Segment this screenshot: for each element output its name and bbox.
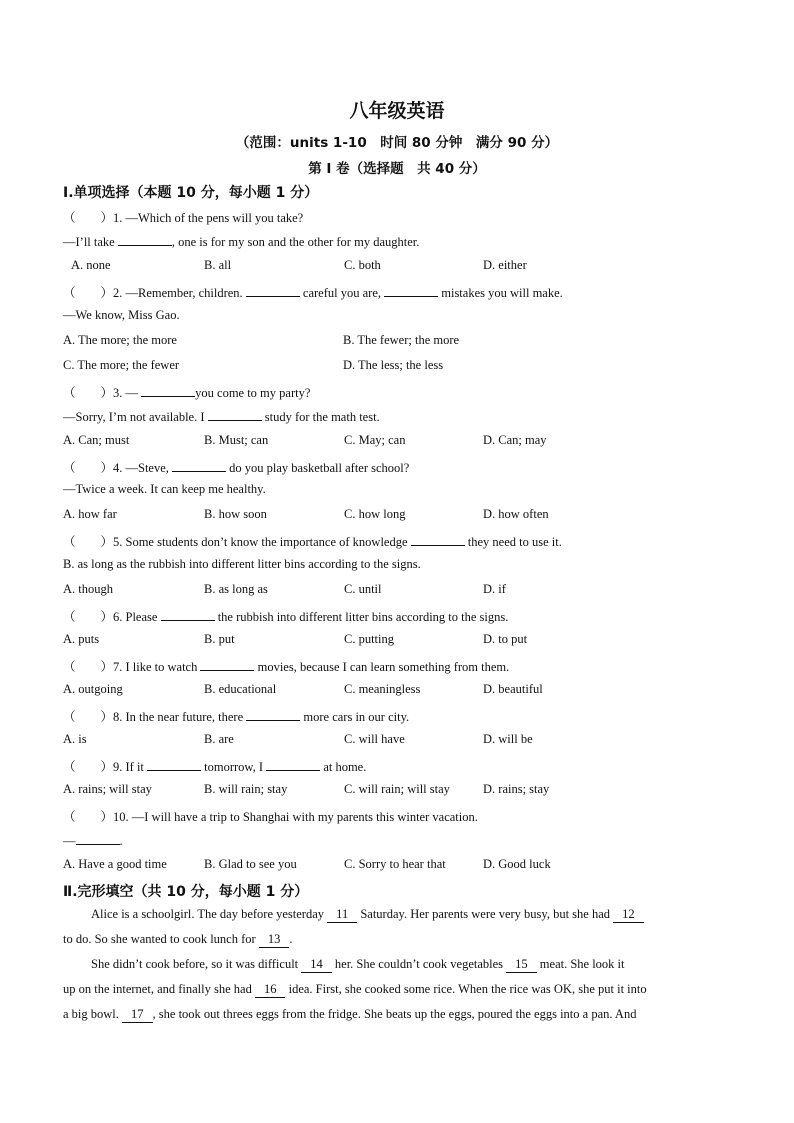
q3-option-b: B. Must; can [204,433,269,447]
answer-blank [161,608,215,621]
answer-blank [384,284,438,297]
cloze-p2-line1 [63,957,757,973]
q1-line2-b: , one is for my son and the other for my daughter. [171,235,420,249]
volume-heading: 第 I 卷（选择题 共 40 分） [308,161,486,177]
cloze-text: She didn’t cook before, so it was difficult [91,957,302,971]
cloze-text: meat. She look it [536,957,625,971]
q1-option-c: C. both [344,258,381,272]
q8-option-a: A. is [63,732,87,746]
q4-stem-b: do you play basketball after school? [226,461,410,475]
q5-line2: B. as long as the rubbish into different litter bins according to the signs. [63,557,421,571]
q10-option-b: B. Glad to see you [204,857,297,871]
q4-line2: —Twice a week. It can keep me healthy. [63,482,266,496]
q10-option-a: A. Have a good time [63,857,167,871]
q8-stem-b: more cars in our city. [300,710,410,724]
q10-line2-a: — [63,834,76,848]
answer-blank [76,832,120,845]
q6-stem-a: （ ）6. Please [63,610,161,624]
q8-option-c: C. will have [344,732,405,746]
q4-stem [63,458,409,476]
q2-option-c: C. The more; the fewer [63,358,180,372]
cloze-p1-line2 [63,932,729,948]
q1-option-a: A. none [71,258,111,272]
cloze-text: idea. First, she cooked some rice. When the rice was OK, she put it into [285,982,647,996]
q5-stem-a: （ ）5. Some students don’t know the importance of knowledge [63,535,411,549]
cloze-text: her. She couldn’t cook vegetables [331,957,507,971]
answer-blank [266,758,320,771]
q3-line2-b: study for the math test. [261,410,380,424]
q3-stem-b: you come to my party? [195,386,311,400]
cloze-p2-line2 [63,982,729,998]
q6-option-b: B. put [204,632,235,646]
answer-blank [172,459,226,472]
q6-stem [63,607,508,625]
q2-stem-b: careful you are, [299,286,385,300]
cloze-blank-15: 15 [506,957,537,973]
q7-stem-a: （ ）7. I like to watch [63,660,201,674]
q8-option-b: B. are [204,732,234,746]
answer-blank [246,284,300,297]
q5-stem-b: they need to use it. [464,535,562,549]
cloze-text: . [289,932,293,946]
answer-blank [118,233,172,246]
q10-line2-b: . [119,834,123,848]
q3-option-d: D. Can; may [483,433,547,447]
section2-heading: Ⅱ.完形填空（共 10 分，每小题 1 分） [63,884,309,900]
q1-stem: （ ）1. —Which of the pens will you take? [63,211,304,225]
q8-stem [63,707,409,725]
cloze-blank-14: 14 [301,957,332,973]
q5-stem [63,532,562,550]
cloze-text: to do. So she wanted to cook lunch for [63,932,259,946]
q3-line2-a: —Sorry, I’m not available. I [63,410,208,424]
q7-option-a: A. outgoing [63,682,123,696]
q10-option-d: D. Good luck [483,857,551,871]
q10-stem: （ ）10. —I will have a trip to Shanghai with my parents this winter vacation. [63,810,478,824]
answer-blank [246,708,300,721]
q3-option-c: C. May; can [344,433,406,447]
q3-line2 [63,408,380,425]
cloze-text: up on the internet, and finally she had [63,982,255,996]
q2-line2: —We know, Miss Gao. [63,308,180,322]
q2-stem-c: mistakes you will make. [438,286,563,300]
q9-stem [63,757,366,775]
cloze-blank-13: 13 [259,932,290,948]
q3-stem-a: （ ）3. — [63,386,142,400]
q9-option-d: D. rains; stay [483,782,550,796]
q1-line2-a: —I’ll take [63,235,118,249]
q5-option-b: B. as long as [204,582,268,596]
q4-option-d: D. how often [483,507,549,521]
cloze-p1-line1 [63,907,757,923]
answer-blank [411,533,465,546]
q10-option-c: C. Sorry to hear that [344,857,446,871]
q5-option-c: C. until [344,582,382,596]
cloze-text: Saturday. Her parents were very busy, but she had [357,907,614,921]
cloze-blank-17: 17 [122,1007,153,1023]
page-title: 八年级英语 [349,100,445,122]
q8-option-d: D. will be [483,732,533,746]
q9-option-b: B. will rain; stay [204,782,288,796]
section1-heading: Ⅰ.单项选择（本题 10 分，每小题 1 分） [63,185,319,201]
q8-stem-a: （ ）8. In the near future, there [63,710,247,724]
cloze-text: Alice is a schoolgirl. The day before yesterday [91,907,328,921]
q7-option-c: C. meaningless [344,682,421,696]
answer-blank [208,408,262,421]
q10-line2 [63,832,123,849]
q5-option-a: A. though [63,582,113,596]
q9-option-c: C. will rain; will stay [344,782,450,796]
q6-option-c: C. putting [344,632,395,646]
q2-stem-a: （ ）2. —Remember, children. [63,286,246,300]
q4-option-b: B. how soon [204,507,267,521]
q4-stem-a: （ ）4. —Steve, [63,461,173,475]
q9-stem-b: tomorrow, I [201,760,267,774]
q2-stem [63,283,563,301]
cloze-p2-line3 [63,1007,729,1023]
q2-option-d: D. The less; the less [343,358,444,372]
q3-stem [63,383,310,401]
cloze-blank-11: 11 [327,907,357,923]
q4-option-c: C. how long [344,507,406,521]
q6-option-d: D. to put [483,632,528,646]
cloze-blank-16: 16 [255,982,286,998]
exam-range: （范围：units 1-10 时间 80 分钟 满分 90 分） [235,135,559,151]
q7-option-b: B. educational [204,682,277,696]
cloze-text: a big bowl. [63,1007,123,1021]
q7-stem-b: movies, because I can learn something from them. [254,660,510,674]
q3-option-a: A. Can; must [63,433,130,447]
q7-stem [63,657,509,675]
q2-option-a: A. The more; the more [63,333,177,347]
q2-option-b: B. The fewer; the more [343,333,460,347]
q4-option-a: A. how far [63,507,117,521]
q1-option-b: B. all [204,258,232,272]
answer-blank [147,758,201,771]
cloze-blank-12: 12 [613,907,644,923]
q9-stem-c: at home. [320,760,367,774]
q6-option-a: A. puts [63,632,100,646]
answer-blank [200,658,254,671]
q7-option-d: D. beautiful [483,682,543,696]
q1-line2 [63,233,419,250]
q1-option-d: D. either [483,258,527,272]
q6-stem-b: the rubbish into different litter bins according to the signs. [214,610,509,624]
cloze-text: , she took out threes eggs from the fridge. She beats up the eggs, poured the eggs into a pan. And [152,1007,637,1021]
answer-blank [141,384,195,397]
q9-stem-a: （ ）9. If it [63,760,148,774]
q5-option-d: D. if [483,582,506,596]
q9-option-a: A. rains; will stay [63,782,152,796]
